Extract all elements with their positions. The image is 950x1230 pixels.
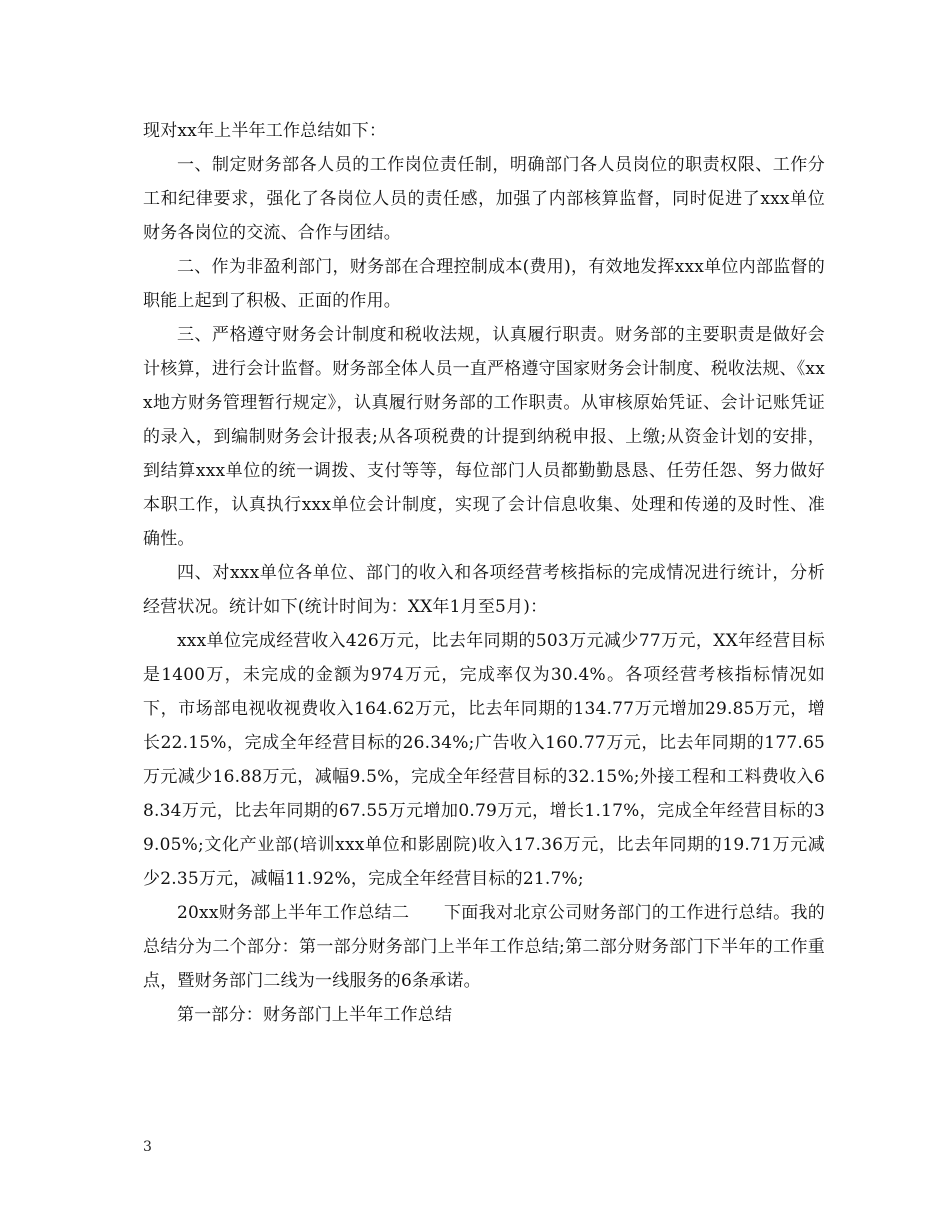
paragraph-item-3: 三、严格遵守财务会计制度和税收法规，认真履行职责。财务部的主要职责是做好会计核算，进行会计监督。财务部全体人员一直严格遵守国家财务会计制度、税收法规、《xxx地方财务管理暂行规定》，认真履行财务部的工作职责。从审核原始凭证、会计记账凭证的录入，到编制财务会计报表;从各项税费的计提到纳税申报、上缴;从资金计划的安排，到结算xxx单位的统一调拨、支付等等，每位部门人员都勤勤恳恳、任劳任怨、努力做好本职工作，认真执行xxx单位会计制度，实现了会计信息收集、处理和传递的及时性、准确性。 bbox=[143, 325, 825, 549]
paragraph-intro: 现对xx年上半年工作总结如下： bbox=[143, 121, 387, 141]
paragraph-summary-two: 20xx财务部上半年工作总结二 下面我对北京公司财务部门的工作进行总结。我的总结分为二个部分：第一部分财务部门上半年工作总结;第二部分财务部门下半年的工作重点，暨财务部门二线为一线服务的6条承诺。 bbox=[143, 903, 825, 991]
paragraph-item-1: 一、制定财务部各人员的工作岗位责任制，明确部门各人员岗位的职责权限、工作分工和纪律要求，强化了各岗位人员的责任感，加强了内部核算监督，同时促进了xxx单位财务各岗位的交流、合作与团结。 bbox=[143, 155, 825, 243]
paragraph-item-4: 四、对xxx单位各单位、部门的收入和各项经营考核指标的完成情况进行统计，分析经营状况。统计如下(统计时间为：XX年1月至5月)： bbox=[143, 563, 825, 617]
paragraph-part-one-heading: 第一部分：财务部门上半年工作总结 bbox=[177, 1005, 453, 1025]
document-body bbox=[143, 114, 825, 1032]
paragraph-item-2: 二、作为非盈利部门，财务部在合理控制成本(费用)，有效地发挥xxx单位内部监督的职能上起到了积极、正面的作用。 bbox=[143, 257, 825, 311]
page-number: 3 bbox=[143, 1139, 152, 1155]
paragraph-statistics: xxx单位完成经营收入426万元，比去年同期的503万元减少77万元，XX年经营目标是1400万，未完成的金额为974万元，完成率仅为30.4%。各项经营考核指标情况如下，市场部电视收视费收入164.62万元，比去年同期的134.77万元增加29.85万元，增长22.15%，完成全年经营目标的26.34%;广告收入160.77万元，比去年同期的177.65万元减少16.88万元，减幅9.5%，完成全年经营目标的32.15%;外接工程和工料费收入68.34万元，比去年同期的67.55万元增加0.79万元，增长1.17%，完成全年经营目标的39.05%;文化产业部(培训xxx单位和影剧院)收入17.36万元，比去年同期的19.71万元减少2.35万元，减幅11.92%，完成全年经营目标的21.7%; bbox=[143, 631, 825, 889]
